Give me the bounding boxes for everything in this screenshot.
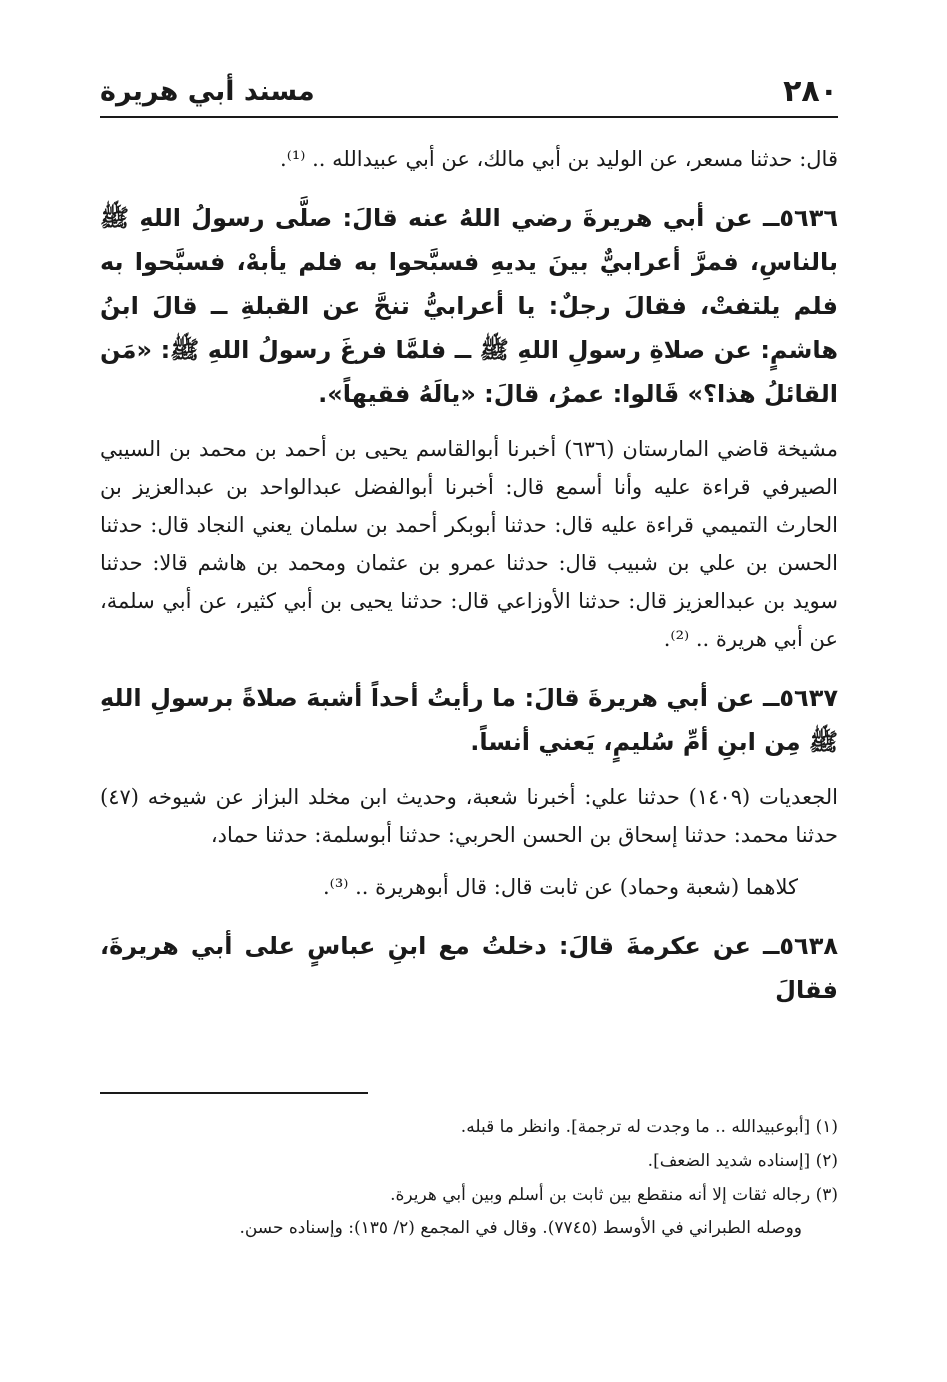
page-number: ٢٨٠ [783,74,838,109]
main-text [100,140,838,1012]
footnote-1: (١) [أبوعبيدالله .. ما وجدت له ترجمة]. وانظر ما قبله. [460,1117,838,1137]
footnote-3: (٣) رجاله ثقات إلا أنه منقطع بين ثابت بن أسلم وبين أبي هريرة. [390,1185,838,1205]
footnotes [100,1110,838,1244]
chain-paragraph-2: مشيخة قاضي المارستان (٦٣٦) أخبرنا أبوالقاسم يحيى بن أحمد بن محمد بن السيبي الصيرفي قراءة عليه وأنا أسمع قال: أخبرنا أبوالفضل عبدالواحد بن عبدالعزيز بن الحارث التميمي قراءة عليه قال: حدثنا أبوبكر أحمد بن سلمان يعني النجاد قال: حدثنا الحسن بن علي بن شبيب قال: حدثنا عمرو بن عثمان ومحمد بن هاشم قالا: حدثنا سويد بن عبدالعزيز قال: حدثنا الأوزاعي قال: حدثنا يحيى بن أبي كثير، عن أبي سلمة، عن أبي هريرة .. ⁽²⁾. [100,437,839,651]
book-page [100,70,839,1238]
footnote-divider [100,1092,368,1094]
hadith-5637: ٥٦٣٧ــ عن أبي هريرةَ قالَ: ما رأيتُ أحداً أشبهَ صلاةً برسولِ اللهِ ﷺ مِن ابنِ أمِّ سُليمٍ، يَعني أنساً. [100,684,838,756]
hadith-5636: ٥٦٣٦ــ عن أبي هريرةَ رضي اللهُ عنه قالَ: صلَّى رسولُ اللهِ ﷺ بالناسِ، فمرَّ أعرابيٌّ بينَ يديهِ فسبَّحوا به فلم يأبهْ، فسبَّحوا به فلم يلتفتْ، فقالَ رجلٌ: يا أعرابيُّ تنحَّ عن القبلةِ ــ قالَ ابنُ هاشمٍ: عن صلاةِ رسولِ اللهِ ﷺ ــ فلمَّا فرغَ رسولُ اللهِ ﷺ: «مَن القائلُ هذا؟» قَالوا: عمرُ، قالَ: «يالَهُ فقيهاً». [100,204,838,408]
footnote-3-continued: ووصله الطبراني في الأوسط (٧٧٤٥). وقال في المجمع (٢/ ١٣٥): وإسناده حسن. [239,1218,802,1238]
footnote-2: (٢) [إسناده شديد الضعف]. [647,1151,838,1171]
hadith-5638: ٥٦٣٨ــ عن عكرمةَ قالَ: دخلتُ مع ابنِ عباسٍ على أبي هريرةَ، فقالَ [100,932,838,1004]
running-title: مسند أبي هريرة [100,76,315,107]
chain-paragraph-4: كلاهما (شعبة وحماد) عن ثابت قال: قال أبوهريرة .. ⁽³⁾. [322,875,798,899]
chain-paragraph-1: قال: حدثنا مسعر، عن الوليد بن أبي مالك، عن أبي عبيدالله .. ⁽¹⁾. [280,147,838,171]
page-header [100,70,838,118]
chain-paragraph-3: الجعديات (١٤٠٩) حدثنا علي: أخبرنا شعبة، وحديث ابن مخلد البزاز عن شيوخه (٤٧) حدثنا محمد: حدثنا إسحاق بن الحسن الحربي: حدثنا أبوسلمة: حدثنا حماد، [100,785,838,847]
